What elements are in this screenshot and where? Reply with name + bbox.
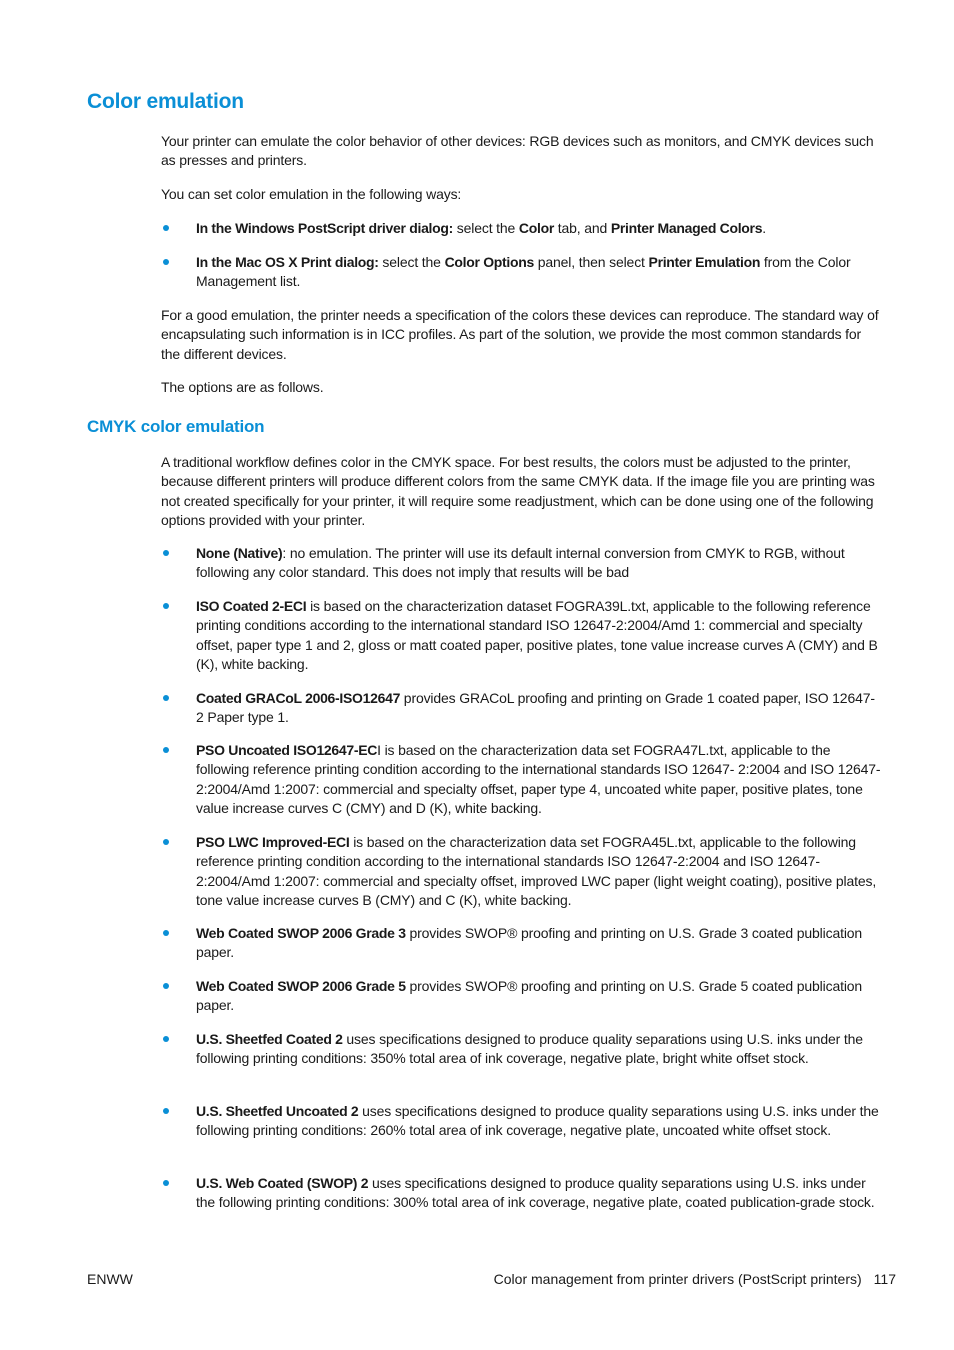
list-item: Web Coated SWOP 2006 Grade 3 provides SWOP® proofing and printing on U.S. Grade 3 coated publication paper.: [161, 924, 881, 963]
bullet-icon: [163, 930, 169, 936]
cmyk-option-3: [161, 689, 881, 728]
bullet-icon: [163, 695, 169, 701]
ways-list-2: [161, 253, 881, 292]
footer-section: [494, 1271, 896, 1287]
list-item: PSO Uncoated ISO12647-ECI is based on the characterization data set FOGRA47L.txt, applicable to the following reference printing condition according to the international standards ISO 12647- 2:2004 and ISO 12647-2:2004/Amd 1:2007: commercial and specialty offset, paper type 4, uncoated white paper, positive plates, tone value increase curves C (CMY) and D (K), white backing.: [161, 741, 881, 818]
section-heading-cmyk: CMYK color emulation: [87, 417, 265, 436]
list-item: None (Native): no emulation. The printer will use its default internal conversion from CMYK to RGB, without following any color standard. This does not imply that results will be bad: [161, 544, 881, 583]
cmyk-option-4: [161, 741, 881, 818]
cmyk-option-6: [161, 924, 881, 963]
list-item: PSO LWC Improved-ECI is based on the characterization data set FOGRA45L.txt, applicable to the following reference printing condition according to the international standards ISO 12647-2:2004 and ISO 12647-2:2004/Amd 1:2007: commercial and specialty offset, improved LWC paper (light weight coating), positive plates, tone value increase curves B (CMY) and C (K), white backing.: [161, 833, 881, 910]
list-item: U.S. Sheetfed Coated 2 uses specifications designed to produce quality separations using U.S. inks under the following printing conditions: 350% total area of ink coverage, negative plate, bright white offset stock.: [161, 1030, 881, 1069]
bullet-icon: [163, 550, 169, 556]
list-item: U.S. Sheetfed Uncoated 2 uses specifications designed to produce quality separations using U.S. inks under the following printing conditions: 260% total area of ink coverage, negative plate, uncoated white offset stock.: [161, 1102, 881, 1141]
bullet-icon: [163, 603, 169, 609]
list-item: U.S. Web Coated (SWOP) 2 uses specifications designed to produce quality separations using U.S. inks under the following printing conditions: 300% total area of ink coverage, negative plate, coated publication-grade stock.: [161, 1174, 881, 1213]
list-item: ISO Coated 2-ECI is based on the characterization dataset FOGRA39L.txt, applicable to the following reference printing conditions according to the international standard ISO 12647-2:2004/Amd 1: commercial and specialty offset, paper type 1 and 2, gloss or matt coated paper, positive plates, tone value increase curves A (CMY) and B (K), white backing.: [161, 597, 881, 674]
bullet-icon: [163, 747, 169, 753]
bullet-icon: [163, 983, 169, 989]
bullet-icon: [163, 225, 169, 231]
ways-lead-paragraph: You can set color emulation in the following ways:: [161, 186, 462, 202]
cmyk-option-5: [161, 833, 881, 910]
bullet-icon: [163, 259, 169, 265]
emulation-paragraph: For a good emulation, the printer needs a specification of the colors these devices can reproduce. The standard way of encapsulating such information is in ICC profiles. As part of the solution, we provide the most common standards for the different devices.: [161, 307, 879, 362]
options-lead-paragraph: The options are as follows.: [161, 379, 324, 395]
cmyk-option-2: [161, 597, 881, 674]
page-title: Color emulation: [87, 90, 244, 113]
bullet-icon: [163, 839, 169, 845]
cmyk-option-9: [161, 1102, 881, 1141]
bullet-icon: [163, 1036, 169, 1042]
bullet-icon: [163, 1108, 169, 1114]
cmyk-option-1: [161, 544, 881, 583]
cmyk-option-10: [161, 1174, 881, 1213]
cmyk-option-7: [161, 977, 881, 1016]
list-item: In the Windows PostScript driver dialog: select the Color tab, and Printer Managed Colors.: [161, 219, 881, 238]
intro-paragraph: Your printer can emulate the color behavior of other devices: RGB devices such as monitors, and CMYK devices such as presses and printers.: [161, 133, 874, 169]
footer-section-title: Color management from printer drivers (PostScript printers): [493, 1271, 862, 1287]
footer-doc-code: ENWW: [87, 1271, 133, 1287]
list-item: Coated GRACoL 2006-ISO12647 provides GRACoL proofing and printing on Grade 1 coated paper, ISO 12647-2 Paper type 1.: [161, 689, 881, 728]
list-item: Web Coated SWOP 2006 Grade 5 provides SWOP® proofing and printing on U.S. Grade 5 coated publication paper.: [161, 977, 881, 1016]
ways-list: [161, 219, 881, 238]
list-item: In the Mac OS X Print dialog: select the Color Options panel, then select Printer Emulation from the Color Management list.: [161, 253, 881, 292]
cmyk-option-8: [161, 1030, 881, 1069]
bullet-icon: [163, 1180, 169, 1186]
page-number: 117: [873, 1271, 896, 1287]
cmyk-intro-paragraph: A traditional workflow defines color in the CMYK space. For best results, the colors must be adjusted to the printer, because different printers will produce different colors from the same CMYK data. If the image file you are printing was not created specifically for your printer, it will require some readjustment, which can be done using one of the following options provided with your printer.: [161, 454, 875, 528]
